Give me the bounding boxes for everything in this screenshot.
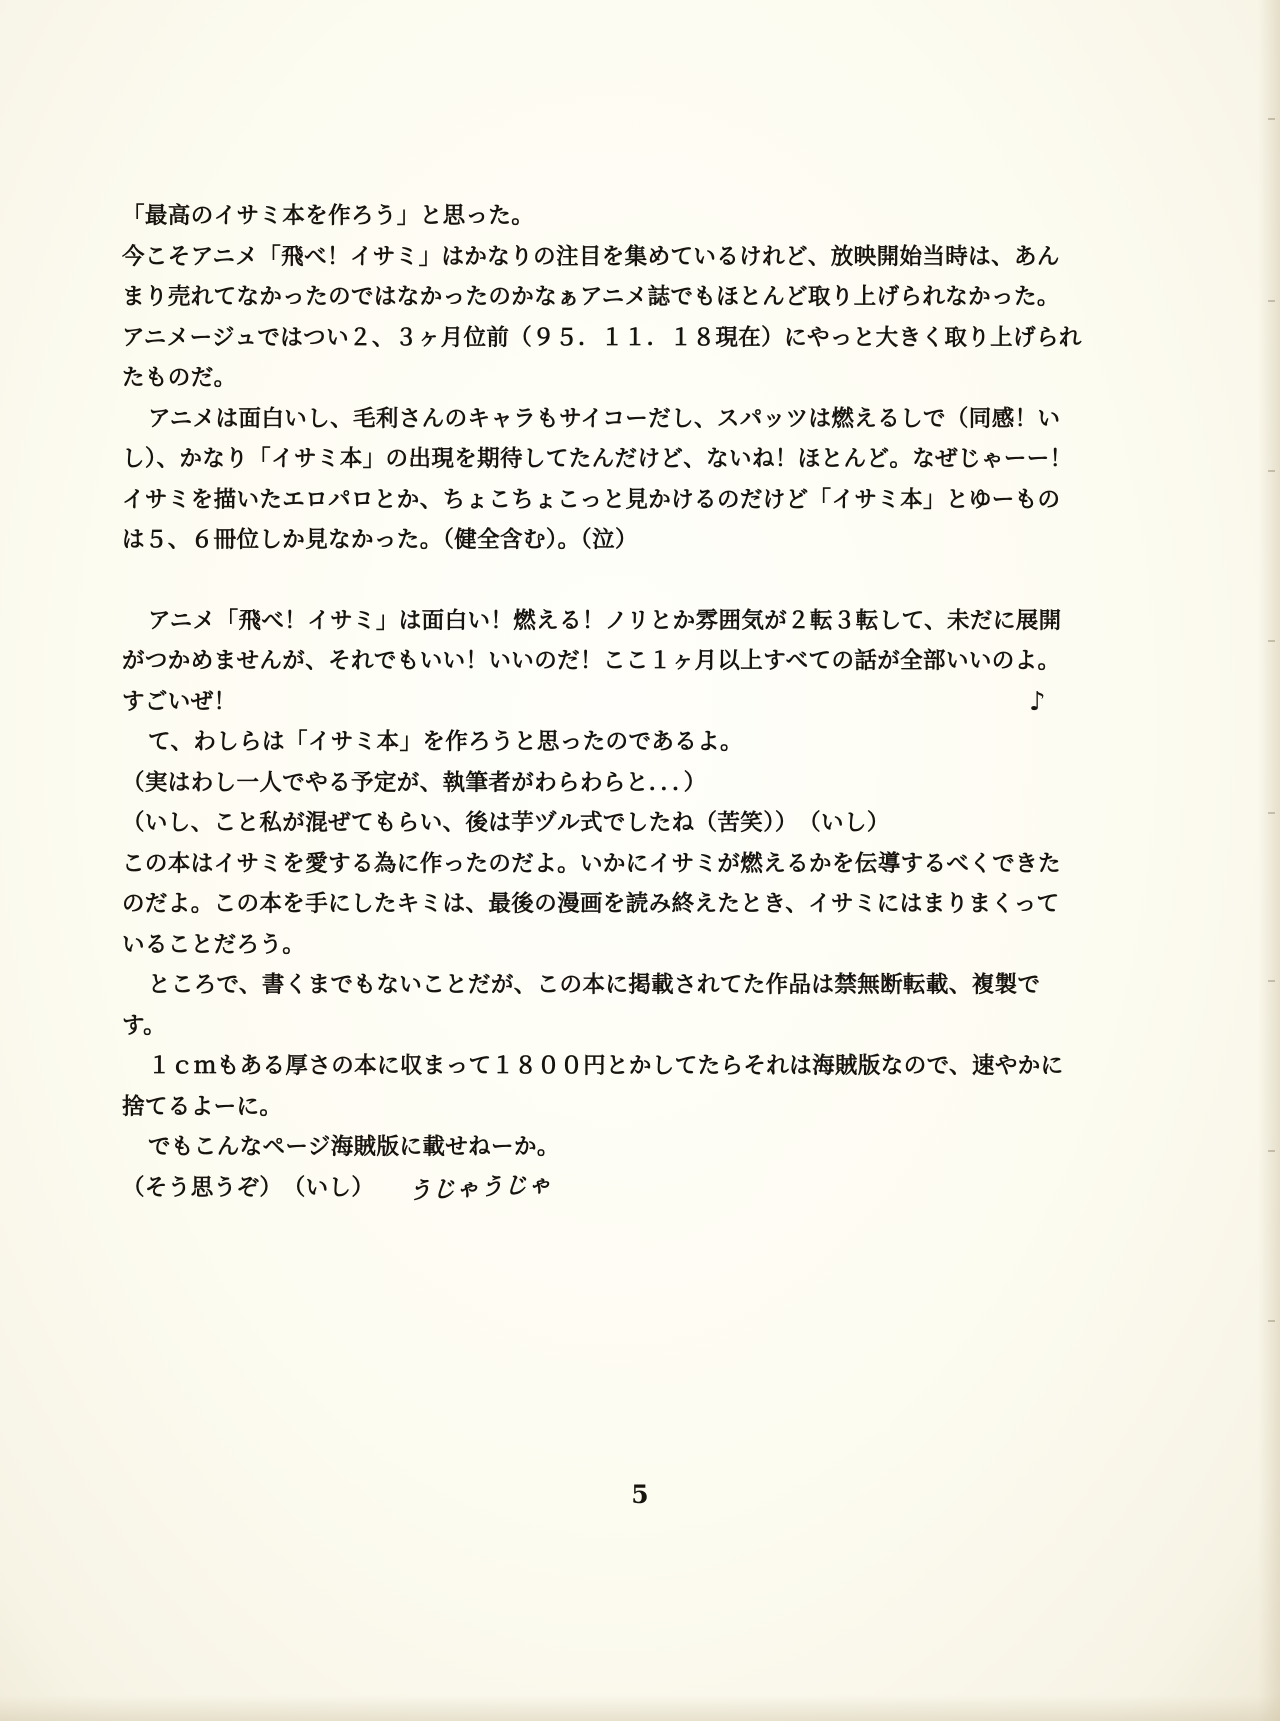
page-number: 5 <box>631 1480 649 1509</box>
paragraph-spacer <box>122 561 1082 601</box>
page-body <box>122 196 1096 1208</box>
paragraph-11: でもこんなページ海賊版に載せねーか。 <box>148 1134 560 1160</box>
handwritten-annotation: うじゃうじゃ <box>407 1169 553 1205</box>
signature-line <box>122 1168 1082 1209</box>
afterword-text-block <box>122 196 1096 1208</box>
paragraph-6: （実はわし一人でやる予定が、執筆者がわらわらと．．．） <box>122 769 707 796</box>
paragraph-10: １ｃｍもある厚さの本に収まって１８００円とかしてたらそれは海賊版なので、速やかに捨てるよーに。 <box>122 1053 1064 1120</box>
paragraph-8: この本はイサミを愛する為に作ったのだよ。いかにイサミが燃えるかを伝導するべくできたのだよ。この本を手にしたキミは、最後の漫画を読み終えたとき、イサミにはまりまくっていることだろう。 <box>122 850 1061 958</box>
paragraph-5: て、わしらは「イサミ本」を作ろうと思ったのであるよ。 <box>148 729 743 755</box>
signature-text: （そう思うぞ） （いし） <box>122 1174 375 1201</box>
paragraph-1: 「最高のイサミ本を作ろう」と思った。 <box>122 203 535 229</box>
paragraph-3: アニメは面白いし、毛利さんのキャラもサイコーだし、スパッツは燃えるしで（同感！いし）、かなり「イサミ本」の出現を期待してたんだけど、ないね！ほとんど。なぜじゃーー！ イサミを描いたエロパロとか、ちょこちょこっと見かけるのだけど「イサミ本」とゆーものは５、６冊位しか見なかった。（健全含む）。（泣） <box>122 405 1096 553</box>
page-edge-shadow-bottom <box>0 1695 1280 1721</box>
paragraph-7: （いし、こと私が混ぜてもらい、後は芋ヅル式でしたね（苦笑）） （いし） <box>122 810 890 836</box>
page-edge-shadow-right <box>1258 0 1280 1721</box>
paragraph-2: 今こそアニメ「飛べ！イサミ」はかなりの注目を集めているけれど、放映開始当時は、あんまり売れてなかったのではなかったのかなぁアニメ誌でもほとんど取り上げられなかった。アニメージュではつい２、３ヶ月位前（９５．１１．１８現在）にやっと大きく取り上げられたものだ。 <box>122 243 1082 391</box>
paragraph-4-wrapper <box>122 601 1082 723</box>
paragraph-9: ところで、書くまでもないことだが、この本に掲載されてた作品は禁無断転載、複製です。 <box>122 972 1041 1039</box>
paragraph-4: アニメ「飛べ！イサミ」は面白い！燃える！ノリとか雰囲気が２転３転して、未だに展開がつかめませんが、それでもいい！いいのだ！ここ１ヶ月以上すべての話が全部いいのよ。すごいぜ！ <box>122 607 1062 715</box>
page-edge-marks <box>1265 0 1275 1721</box>
music-note-icon: ♪ <box>1029 687 1046 717</box>
